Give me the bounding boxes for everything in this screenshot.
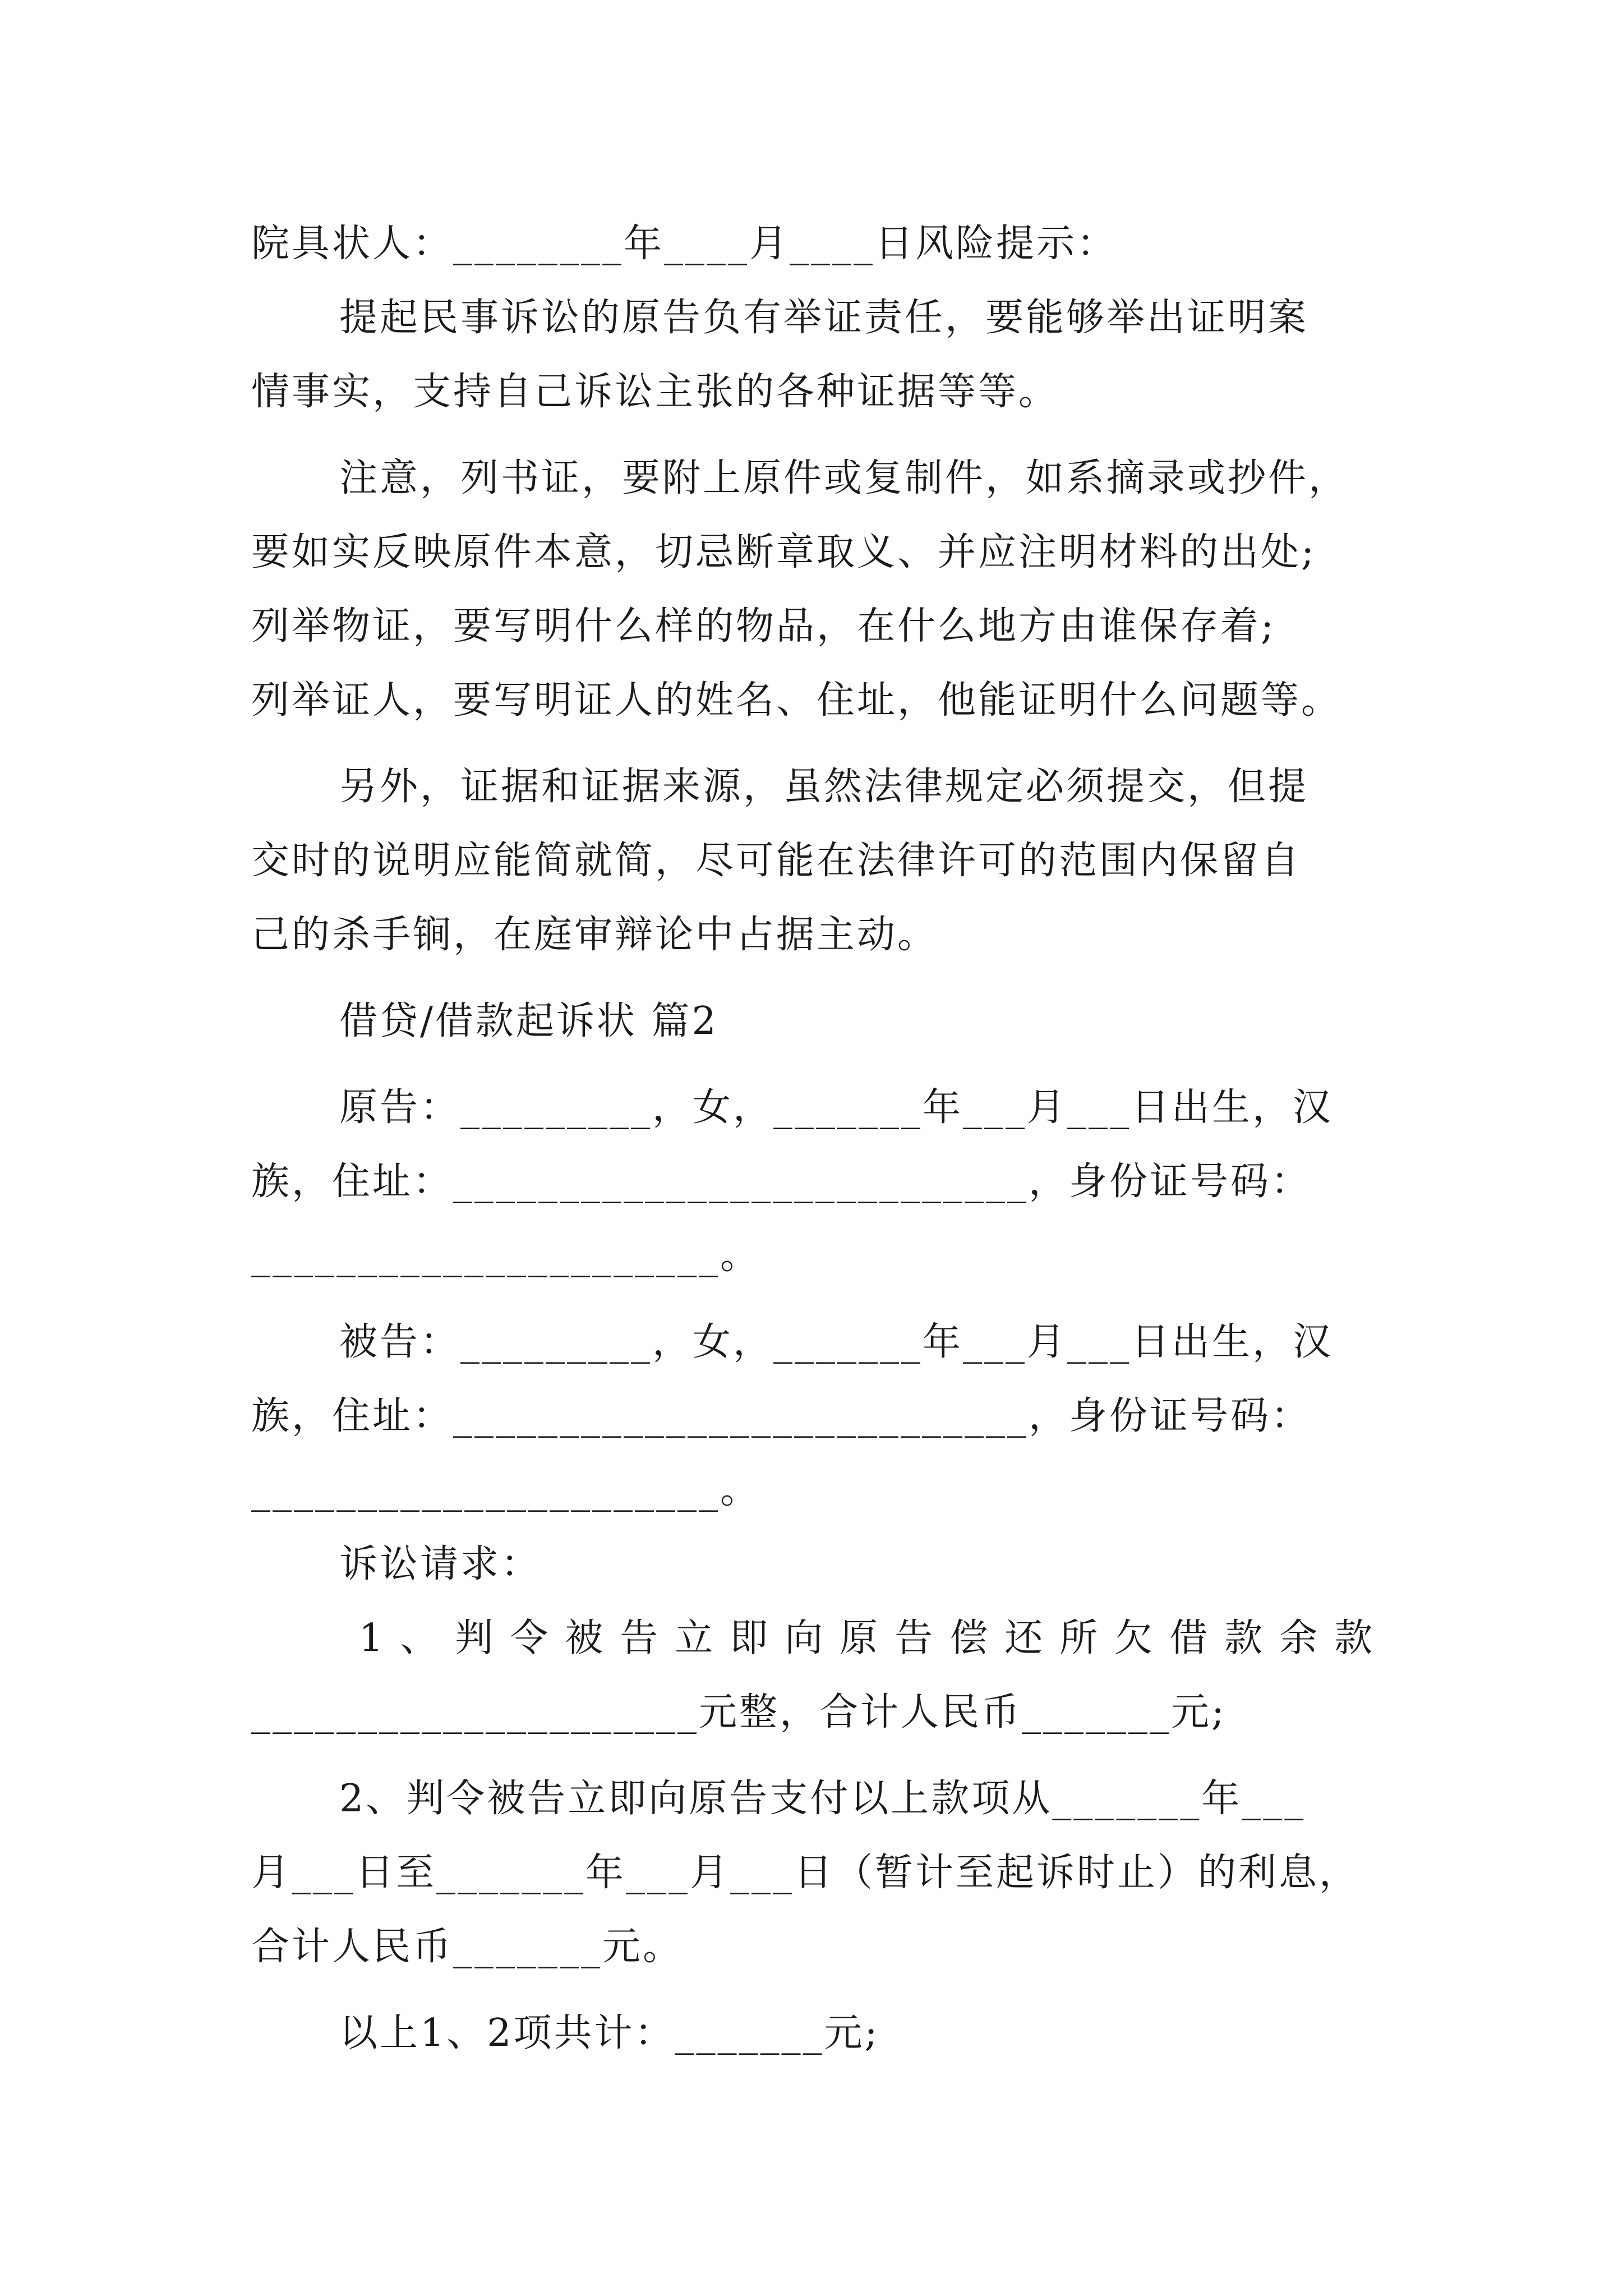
claim-1-continued: _____________________元整，合计人民币_______元;: [251, 1690, 1227, 1734]
claim-2-continued: 月___日至_______年___月___日（暂计至起诉时止）的利息，: [251, 1851, 1360, 1895]
plaintiff-line: 原告：_________，女，_______年___月___日出生，汉: [339, 1085, 1334, 1130]
defendant-id-line: ______________________。: [251, 1468, 761, 1512]
claim-2-line: 2、判令被告立即向原告支付以上款项从_______年___: [339, 1777, 1306, 1821]
document-line: 要如实反映原件本意，切忌断章取义、并应注明材料的出处;: [251, 530, 1316, 574]
section-heading: 借贷/借款起诉状 篇2: [339, 999, 718, 1043]
claim-1-line: 1、判令被告立即向原告偿还所欠借款余款: [359, 1616, 1390, 1660]
document-line: 己的杀手锏，在庭审辩论中占据主动。: [251, 913, 938, 957]
claims-heading: 诉讼请求：: [339, 1542, 542, 1586]
defendant-address-line: 族，住址：___________________________，身份证号码：: [251, 1394, 1312, 1438]
document-line: 列举物证，要写明什么样的物品，在什么地方由谁保存着;: [251, 604, 1276, 648]
plaintiff-address-line: 族，住址：___________________________，身份证号码：: [251, 1159, 1312, 1204]
document-line: 情事实，支持自己诉讼主张的各种证据等等。: [251, 370, 1059, 414]
document-line: 提起民事诉讼的原告负有举证责任，要能够举出证明案: [339, 296, 1309, 340]
claims-sum-line: 以上1、2项共计：_______元;: [339, 2011, 880, 2055]
document-line: 交时的说明应能简就简，尽可能在法律许可的范围内保留自: [251, 839, 1302, 883]
claim-2-total: 合计人民币_______元。: [251, 1925, 684, 1969]
document-line: 注意，列书证，要附上原件或复制件，如系摘录或抄件，: [339, 456, 1349, 500]
plaintiff-id-line: ______________________。: [251, 1234, 761, 1278]
document-line: 另外，证据和证据来源，虽然法律规定必须提交，但提: [339, 765, 1309, 809]
defendant-line: 被告：_________，女，_______年___月___日出生，汉: [339, 1320, 1334, 1364]
document-line: 院具状人：________年____月____日风险提示：: [251, 222, 1118, 266]
document-line: 列举证人，要写明证人的姓名、住址，他能证明什么问题等。: [251, 678, 1342, 723]
